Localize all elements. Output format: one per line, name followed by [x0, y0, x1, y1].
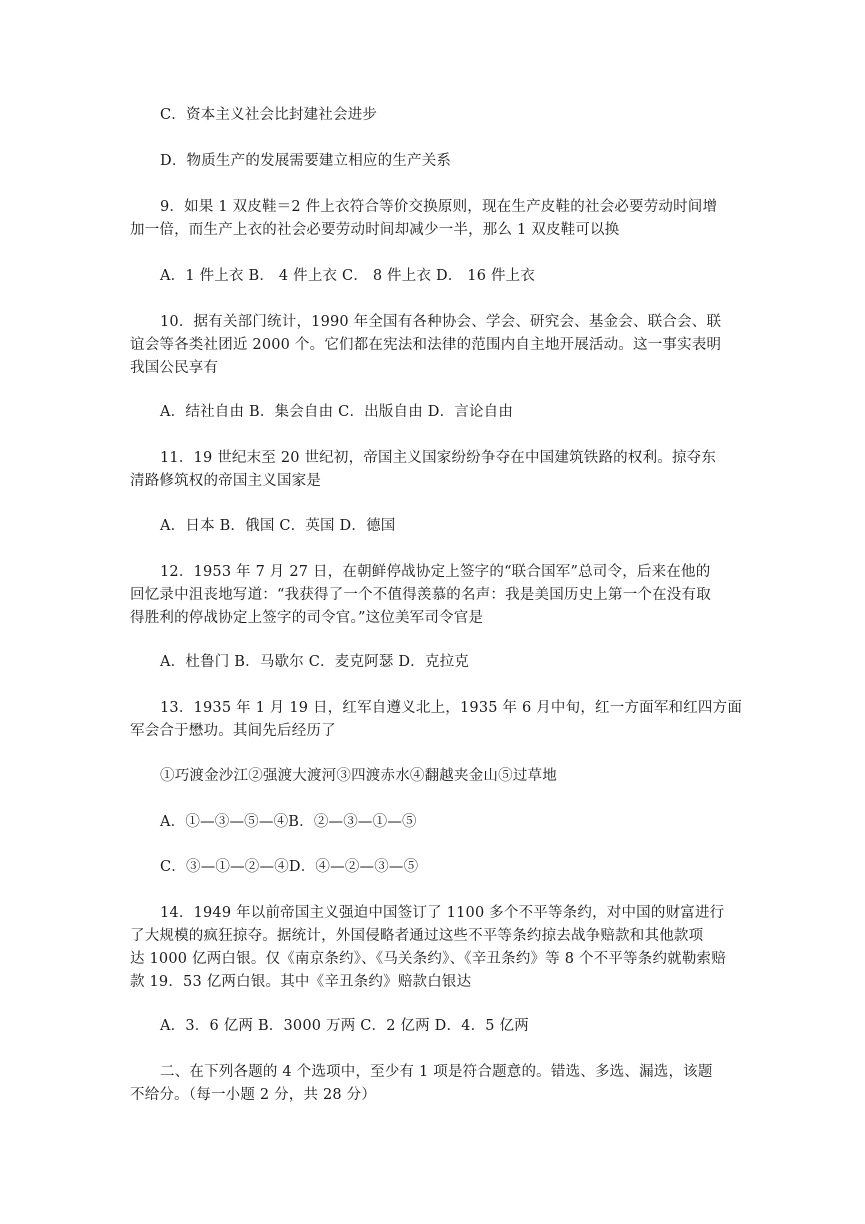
- question-14-options: A．3．6 亿两 B．3000 万两 C．2 亿两 D．4．5 亿两: [160, 1018, 529, 1034]
- question-13-events: ①巧渡金沙江②强渡大渡河③四渡赤水④翻越夹金山⑤过草地: [160, 768, 557, 784]
- question-11-line-1: 11．19 世纪末至 20 世纪初，帝国主义国家纷纷争夺在中国建筑铁路的权利。掠夺东: [160, 450, 717, 466]
- question-11-line-2: 清路修筑权的帝国主义国家是: [130, 473, 322, 489]
- question-11-options: A．日本 B．俄国 C．英国 D．德国: [160, 518, 396, 534]
- question-13-line-2: 军会合于懋功。其间先后经历了: [130, 723, 336, 739]
- question-13-options-cd: C．③—①—②—④D．④—②—③—⑤: [160, 859, 419, 875]
- question-9-line-2: 加一倍，而生产上衣的社会必要劳动时间却减少一半，那么 1 双皮鞋可以换: [130, 222, 620, 238]
- question-12-line-1: 12．1953 年 7 月 27 日，在朝鲜停战协定上签字的“联合国军”总司令，后来在他的: [160, 564, 711, 580]
- section-2-instructions-line-1: 二、在下列各题的 4 个选项中，至少有 1 项是符合题意的。错选、多选、漏选，该题: [160, 1064, 713, 1080]
- question-9-options: A．1 件上衣 B． 4 件上衣 C． 8 件上衣 D． 16 件上衣: [160, 268, 536, 284]
- section-2-instructions-line-2: 不给分。（每一小题 2 分，共 28 分）: [130, 1087, 377, 1103]
- option-d-q8: D．物质生产的发展需要建立相应的生产关系: [160, 153, 452, 169]
- question-13-options-ab: A．①—③—⑤—④B．②—③—①—⑤: [160, 814, 417, 830]
- question-12-line-2: 回忆录中沮丧地写道：“我获得了一个不值得羡慕的名声：我是美国历史上第一个在没有取: [130, 587, 711, 603]
- question-10-line-2: 谊会等各类社团近 2000 个。它们都在宪法和法律的范围内自主地开展活动。这一事实表明: [130, 337, 722, 353]
- option-c-q8: C．资本主义社会比封建社会进步: [160, 107, 378, 123]
- question-12-line-3: 得胜利的停战协定上签字的司令官。”这位美军司令官是: [130, 610, 484, 626]
- question-14-line-3: 达 1000 亿两白银。仅《南京条约》、《马关条约》、《辛丑条约》等 8 个不平等条约就勒索赔: [130, 951, 726, 967]
- question-12-options: A．杜鲁门 B．马歇尔 C．麦克阿瑟 D．克拉克: [160, 654, 469, 670]
- question-10-options: A．结社自由 B．集会自由 C．出版自由 D．言论自由: [160, 404, 514, 420]
- question-14-line-1: 14．1949 年以前帝国主义强迫中国签订了 1100 多个不平等条约，对中国的财富进行: [160, 905, 725, 921]
- question-9-line-1: 9．如果 1 双皮鞋＝2 件上衣符合等价交换原则，现在生产皮鞋的社会必要劳动时间增: [160, 199, 718, 215]
- question-10-line-1: 10．据有关部门统计，1990 年全国有各种协会、学会、研究会、基金会、联合会、联: [160, 314, 722, 330]
- question-14-line-4: 款 19．53 亿两白银。其中《辛丑条约》赔款白银达: [130, 974, 472, 990]
- question-13-line-1: 13．1935 年 1 月 19 日，红军自遵义北上，1935 年 6 月中旬，红一方面军和红四方面: [160, 700, 743, 716]
- question-10-line-3: 我国公民享有: [130, 360, 219, 376]
- question-14-line-2: 了大规模的疯狂掠夺。据统计，外国侵略者通过这些不平等条约掠去战争赔款和其他款项: [130, 928, 704, 944]
